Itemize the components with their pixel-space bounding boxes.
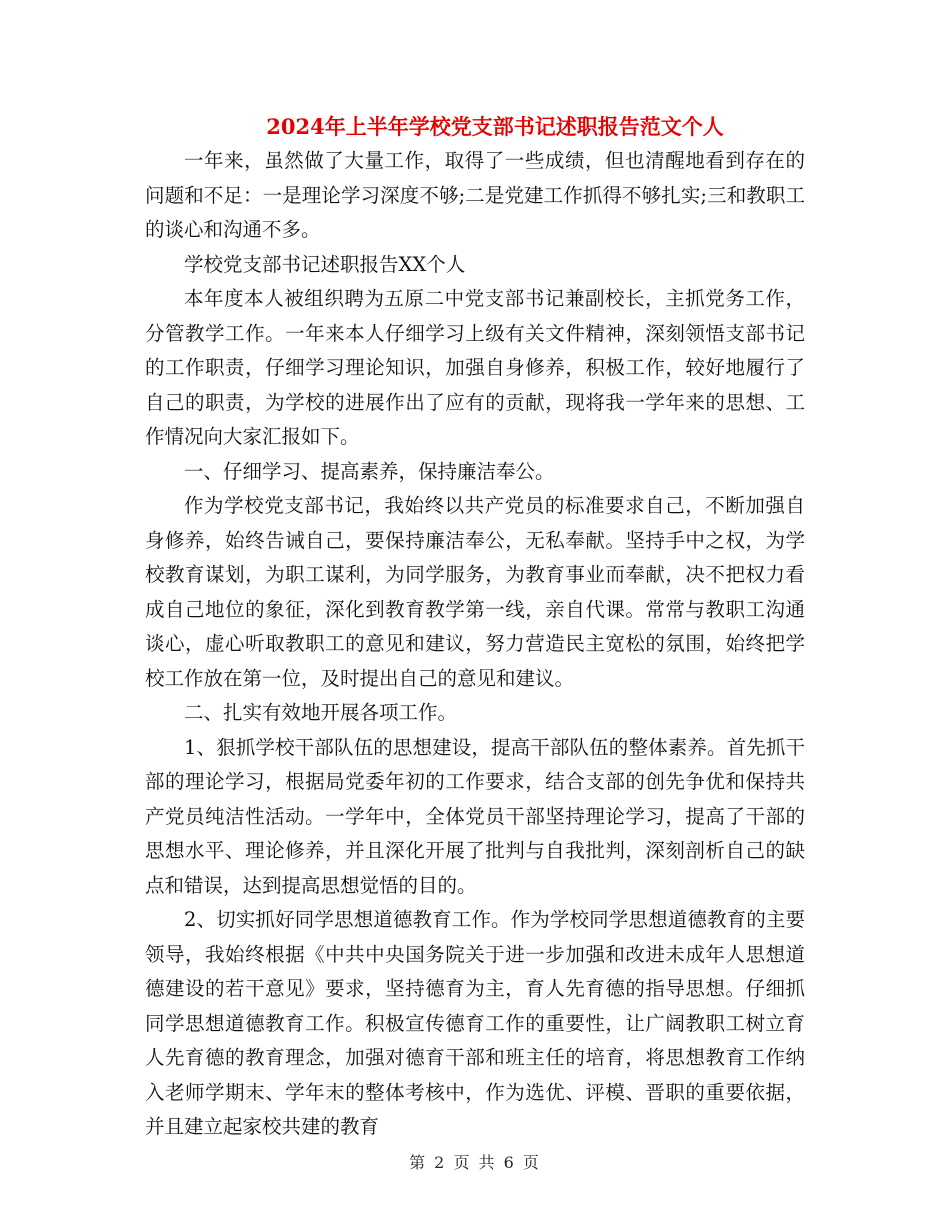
paragraph-summary: 一年来，虽然做了大量工作，取得了一些成绩，但也清醒地看到存在的问题和不足：一是理论学习深度不够;二是党建工作抓得不够扎实;三和教职工的谈心和沟通不多。 xyxy=(145,149,805,241)
section-heading-1: 一、仔细学习、提高素养，保持廉洁奉公。 xyxy=(184,459,555,483)
document-title: 2024年上半年学校党支部书记述职报告范文个人 xyxy=(266,114,724,139)
paragraph-item-1: 1、狠抓学校干部队伍的思想建设，提高干部队伍的整体素养。首先抓干部的理论学习，根据局党委年初的工作要求，结合支部的创先争优和保持共产党员纯洁性活动。一学年中，全体党员干部坚持理论学习，提高了干部的思想水平、理论修养，并且深化开展了批判与自我批判，深刻剖析自己的缺点和错误，达到提高思想觉悟的目的。 xyxy=(145,735,805,897)
paragraph-subtitle: 学校党支部书记述职报告XX个人 xyxy=(184,252,466,276)
paragraph-intro: 本年度本人被组织聘为五原二中党支部书记兼副校长，主抓党务工作，分管教学工作。一年来本人仔细学习上级有关文件精神，深刻领悟支部书记的工作职责，仔细学习理论知识，加强自身修养，积极工作，较好地履行了自己的职责，为学校的进展作出了应有的贡献，现将我一学年来的思想、工作情况向大家汇报如下。 xyxy=(145,287,805,448)
paragraph-section-1: 作为学校党支部书记，我始终以共产党员的标准要求自己，不断加强自身修养，始终告诫自己，要保持廉洁奉公，无私奉献。坚持手中之权，为学校教育谋划，为职工谋利，为同学服务，为教育事业而奉献，决不把权力看成自己地位的象征，深化到教育教学第一线，亲自代课。常常与教职工沟通谈心，虚心听取教职工的意见和建议，努力营造民主宽松的氛围，始终把学校工作放在第一位，及时提出自己的意见和建议。 xyxy=(145,494,805,690)
page-number-footer: 第 2 页 共 6 页 xyxy=(409,1153,541,1172)
document-body xyxy=(145,144,805,1145)
section-heading-2: 二、扎实有效地开展各项工作。 xyxy=(184,701,458,724)
paragraph-item-2: 2、切实抓好同学思想道德教育工作。作为学校同学思想道德教育的主要领导，我始终根据《中共中央国务院关于进一步加强和改进未成年人思想道德建设的若干意见》要求，坚持德育为主，育人先育德的指导思想。仔细抓同学思想道德教育工作。积极宣传德育工作的重要性，让广阔教职工树立育人先育德的教育理念，加强对德育干部和班主任的培育，将思想教育工作纳入老师学期末、学年末的整体考核中，作为选优、评模、晋职的重要依据，并且建立起家校共建的教育 xyxy=(145,908,805,1138)
